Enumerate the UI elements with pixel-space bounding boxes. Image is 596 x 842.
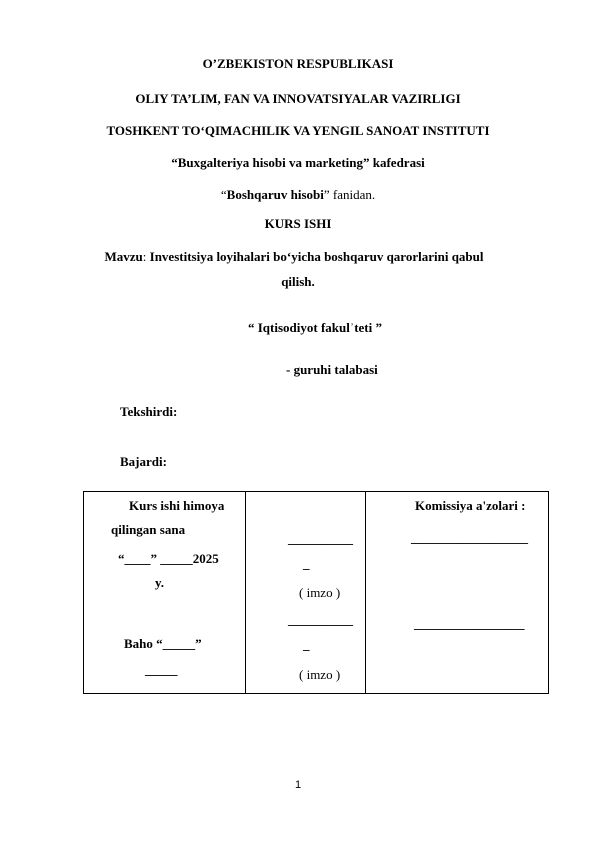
commission-cell [366,492,549,694]
department-name: “Buxgalteriya hisobi va marketing” kafedrasi [171,155,425,170]
work-type: KURS ISHI [264,216,332,231]
subject-open-quote: “ [220,187,227,202]
topic-line-1 [0,249,596,265]
faculty-name: “ Iqtisodiyot fakulʾteti ” [248,320,382,335]
grade-underline: _____ [145,662,178,677]
subject-name: Boshqaruv hisobi [226,187,324,202]
subject-suffix: ” fanidan. [323,187,376,202]
signature-caption-1: ( imzo ) [299,585,341,600]
topic-colon: : [142,249,147,264]
topic-text-1: Investitsiya loyihalari bo‘yicha boshqaruv qarorlarini qabul [146,249,484,264]
signature-cell [246,492,366,694]
commission-signature-line-1: __________________ [411,530,528,545]
defense-cell [84,492,246,694]
commission-label: Komissiya a'zolari : [415,498,526,513]
title-ministry: OLIY TA’LIM, FAN VA INNOVATSIYALAR VAZIRLIGI [135,91,461,106]
title-institute: TOSHKENT TO‘QIMACHILIK VA YENGIL SANOAT INSTITUTI [106,123,490,138]
signature-line-1: __________ [288,531,353,546]
defense-label-1: Kurs ishi himoya [129,498,225,513]
page-number: 1 [294,779,302,791]
defense-date-field: “____” _____2025 [118,551,219,566]
signature-line-2: __________ [288,612,353,627]
grade-field: Baho “_____” [124,636,202,651]
subject-line [0,187,596,203]
topic-label: Mavzu [104,249,143,264]
done-by-label: Bajardi: [120,454,167,469]
signature-table [83,491,549,694]
group-line: - guruhi talabasi [286,362,378,377]
signature-dash-2: _ [303,637,310,652]
checked-by-label: Tekshirdi: [120,404,178,419]
commission-signature-line-2: _________________ [414,616,525,631]
signature-dash-1: _ [303,556,310,571]
defense-label-2: qilingan sana [111,522,186,537]
topic-line-2: qilish. [281,274,315,289]
signature-caption-2: ( imzo ) [299,667,341,682]
title-country: O’ZBEKISTON RESPUBLIKASI [202,56,394,71]
year-suffix: y. [155,575,165,590]
